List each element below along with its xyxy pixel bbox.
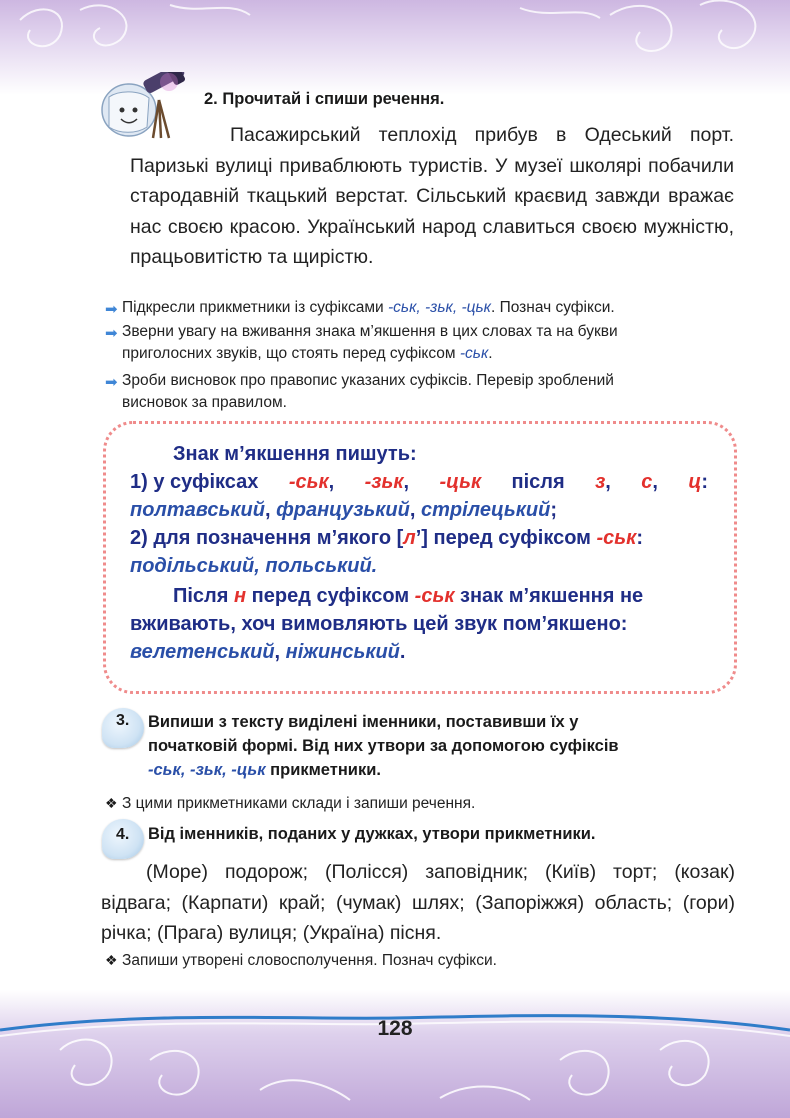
rule-letter-z: з bbox=[595, 471, 606, 493]
rule-title: Знак м’якшення пишуть: bbox=[173, 443, 417, 465]
rule-suffix-3: -цьк bbox=[439, 471, 482, 493]
task4-number: 4. bbox=[116, 826, 130, 843]
task2-number: 2. bbox=[204, 90, 218, 108]
rule-3-after: знак м’якшення не bbox=[460, 585, 644, 607]
task4-heading: Від іменників, поданих у дужках, утвори прикметники. bbox=[148, 825, 596, 843]
task4-note: Запиши утворені словосполучення. Познач суфікси. bbox=[122, 952, 497, 969]
spelling-rule bbox=[130, 440, 708, 666]
rule-line-3b: вживають, хоч вимовляють цей звук пом’якшено: bbox=[130, 613, 628, 635]
task2-heading bbox=[204, 90, 444, 109]
rule-letter-l: л bbox=[403, 527, 416, 549]
task3-line1: Випиши з тексту виділені іменники, поставивши їх у bbox=[148, 713, 579, 731]
rule-letter-s: с bbox=[641, 471, 653, 493]
rule-line-3 bbox=[130, 582, 708, 610]
task3-number: 3. bbox=[116, 712, 130, 729]
rule-examples-1: полтавський, французький, стрілецький; bbox=[130, 499, 558, 521]
rule-example-3a: велетенський bbox=[130, 641, 275, 663]
arrow-right-icon: ➡ bbox=[105, 301, 118, 318]
arrow-right-icon: ➡ bbox=[105, 374, 118, 391]
task2-text: Пасажирський теплохід прибув в Одеський порт. Паризькі вулиці приваблюють туристів. У музеї школярі побачили стародавній ткацький верстат. Сільський краєвид завжди вражає нас своєю красою. Український народ славиться своєю мужністю, працьовитістю та щирістю. bbox=[130, 124, 734, 268]
bullet-2 bbox=[122, 321, 737, 365]
rule-2-suffix: -ськ bbox=[596, 527, 637, 549]
bullet-2-suffix: -ськ bbox=[459, 345, 489, 362]
rule-example-1b: французький bbox=[276, 499, 410, 521]
rule-3-before: Після bbox=[173, 585, 229, 607]
rule-letter-n: н bbox=[234, 585, 247, 607]
task2-heading-text: Прочитай і спиши речення. bbox=[222, 90, 445, 108]
task4-text: (Море) подорож; (Полісся) заповідник; (Київ) торт; (козак) відвага; (Карпати) край; (чумак) шлях; (Запоріжжя) область; (гори) річка; (Прага) вулиця; (Україна) пісня. bbox=[101, 861, 735, 944]
rule-2-mid: ’] перед суфіксом bbox=[415, 527, 591, 549]
task3-suffixes: -ськ, -зьк, -цьк bbox=[148, 761, 266, 779]
rule-1-prefix: 1) у суфіксах bbox=[130, 471, 259, 493]
task3-text bbox=[148, 710, 736, 782]
rule-examples-2: подільський, польський. bbox=[130, 555, 378, 577]
bottom-decorative-band bbox=[0, 990, 790, 1118]
bullet-1-after: . Познач суфікси. bbox=[490, 299, 615, 316]
diamond-bullet-icon: ❖ bbox=[105, 795, 118, 811]
page-number: 128 bbox=[377, 1017, 413, 1040]
bullet-3-line1: Зроби висновок про правопис указаних суфіксів. Перевір зроблений bbox=[122, 372, 614, 389]
bottom-ornament bbox=[0, 990, 790, 1118]
task3-line2: початковій формі. Від них утвори за допомогою суфіксів bbox=[148, 737, 619, 755]
rule-2-before: 2) для позначення м’якого [ bbox=[130, 527, 404, 549]
rule-suffix-2: -зьк bbox=[364, 471, 404, 493]
bullet-3-line2: висновок за правилом. bbox=[122, 394, 287, 411]
bullet-1 bbox=[122, 297, 737, 319]
rule-example-1c: стрілецький bbox=[420, 499, 551, 521]
diamond-bullet-icon: ❖ bbox=[105, 952, 118, 968]
task3-line3: прикметники. bbox=[265, 761, 381, 779]
rule-letter-ts: ц bbox=[688, 471, 702, 493]
rule-line-2: 2) для позначення м’якого [л’] перед суфіксом -ськ: bbox=[130, 527, 643, 549]
rule-line-1: 1) у суфіксах -ськ, -зьк, -цьк після з, с, ц: bbox=[130, 468, 708, 496]
bullet-3 bbox=[122, 370, 737, 414]
rule-1-after: після bbox=[511, 471, 565, 493]
rule-3-mid: перед суфіксом bbox=[251, 585, 410, 607]
arrow-right-icon: ➡ bbox=[105, 325, 118, 342]
bullet-1-text: Підкресли прикметники із суфіксами bbox=[122, 299, 389, 316]
bullet-1-suffixes: -ськ, -зьк, -цьк bbox=[388, 299, 491, 316]
rule-examples-3: велетенський, ніжинський. bbox=[130, 641, 406, 663]
rule-example-1a: полтавський bbox=[130, 499, 265, 521]
bullet-2-line2: приголосних звуків, що стоять перед суфіксом bbox=[122, 345, 460, 362]
bullet-2-line1: Зверни увагу на вживання знака м’якшення в цих словах та на букви bbox=[122, 323, 618, 340]
task3-note: З цими прикметниками склади і запиши речення. bbox=[122, 795, 476, 812]
rule-example-3b: ніжинський bbox=[285, 641, 400, 663]
rule-3-suffix: -ськ bbox=[414, 585, 455, 607]
bullet-2-after: . bbox=[488, 345, 493, 362]
rule-suffix-1: -ськ bbox=[288, 471, 329, 493]
